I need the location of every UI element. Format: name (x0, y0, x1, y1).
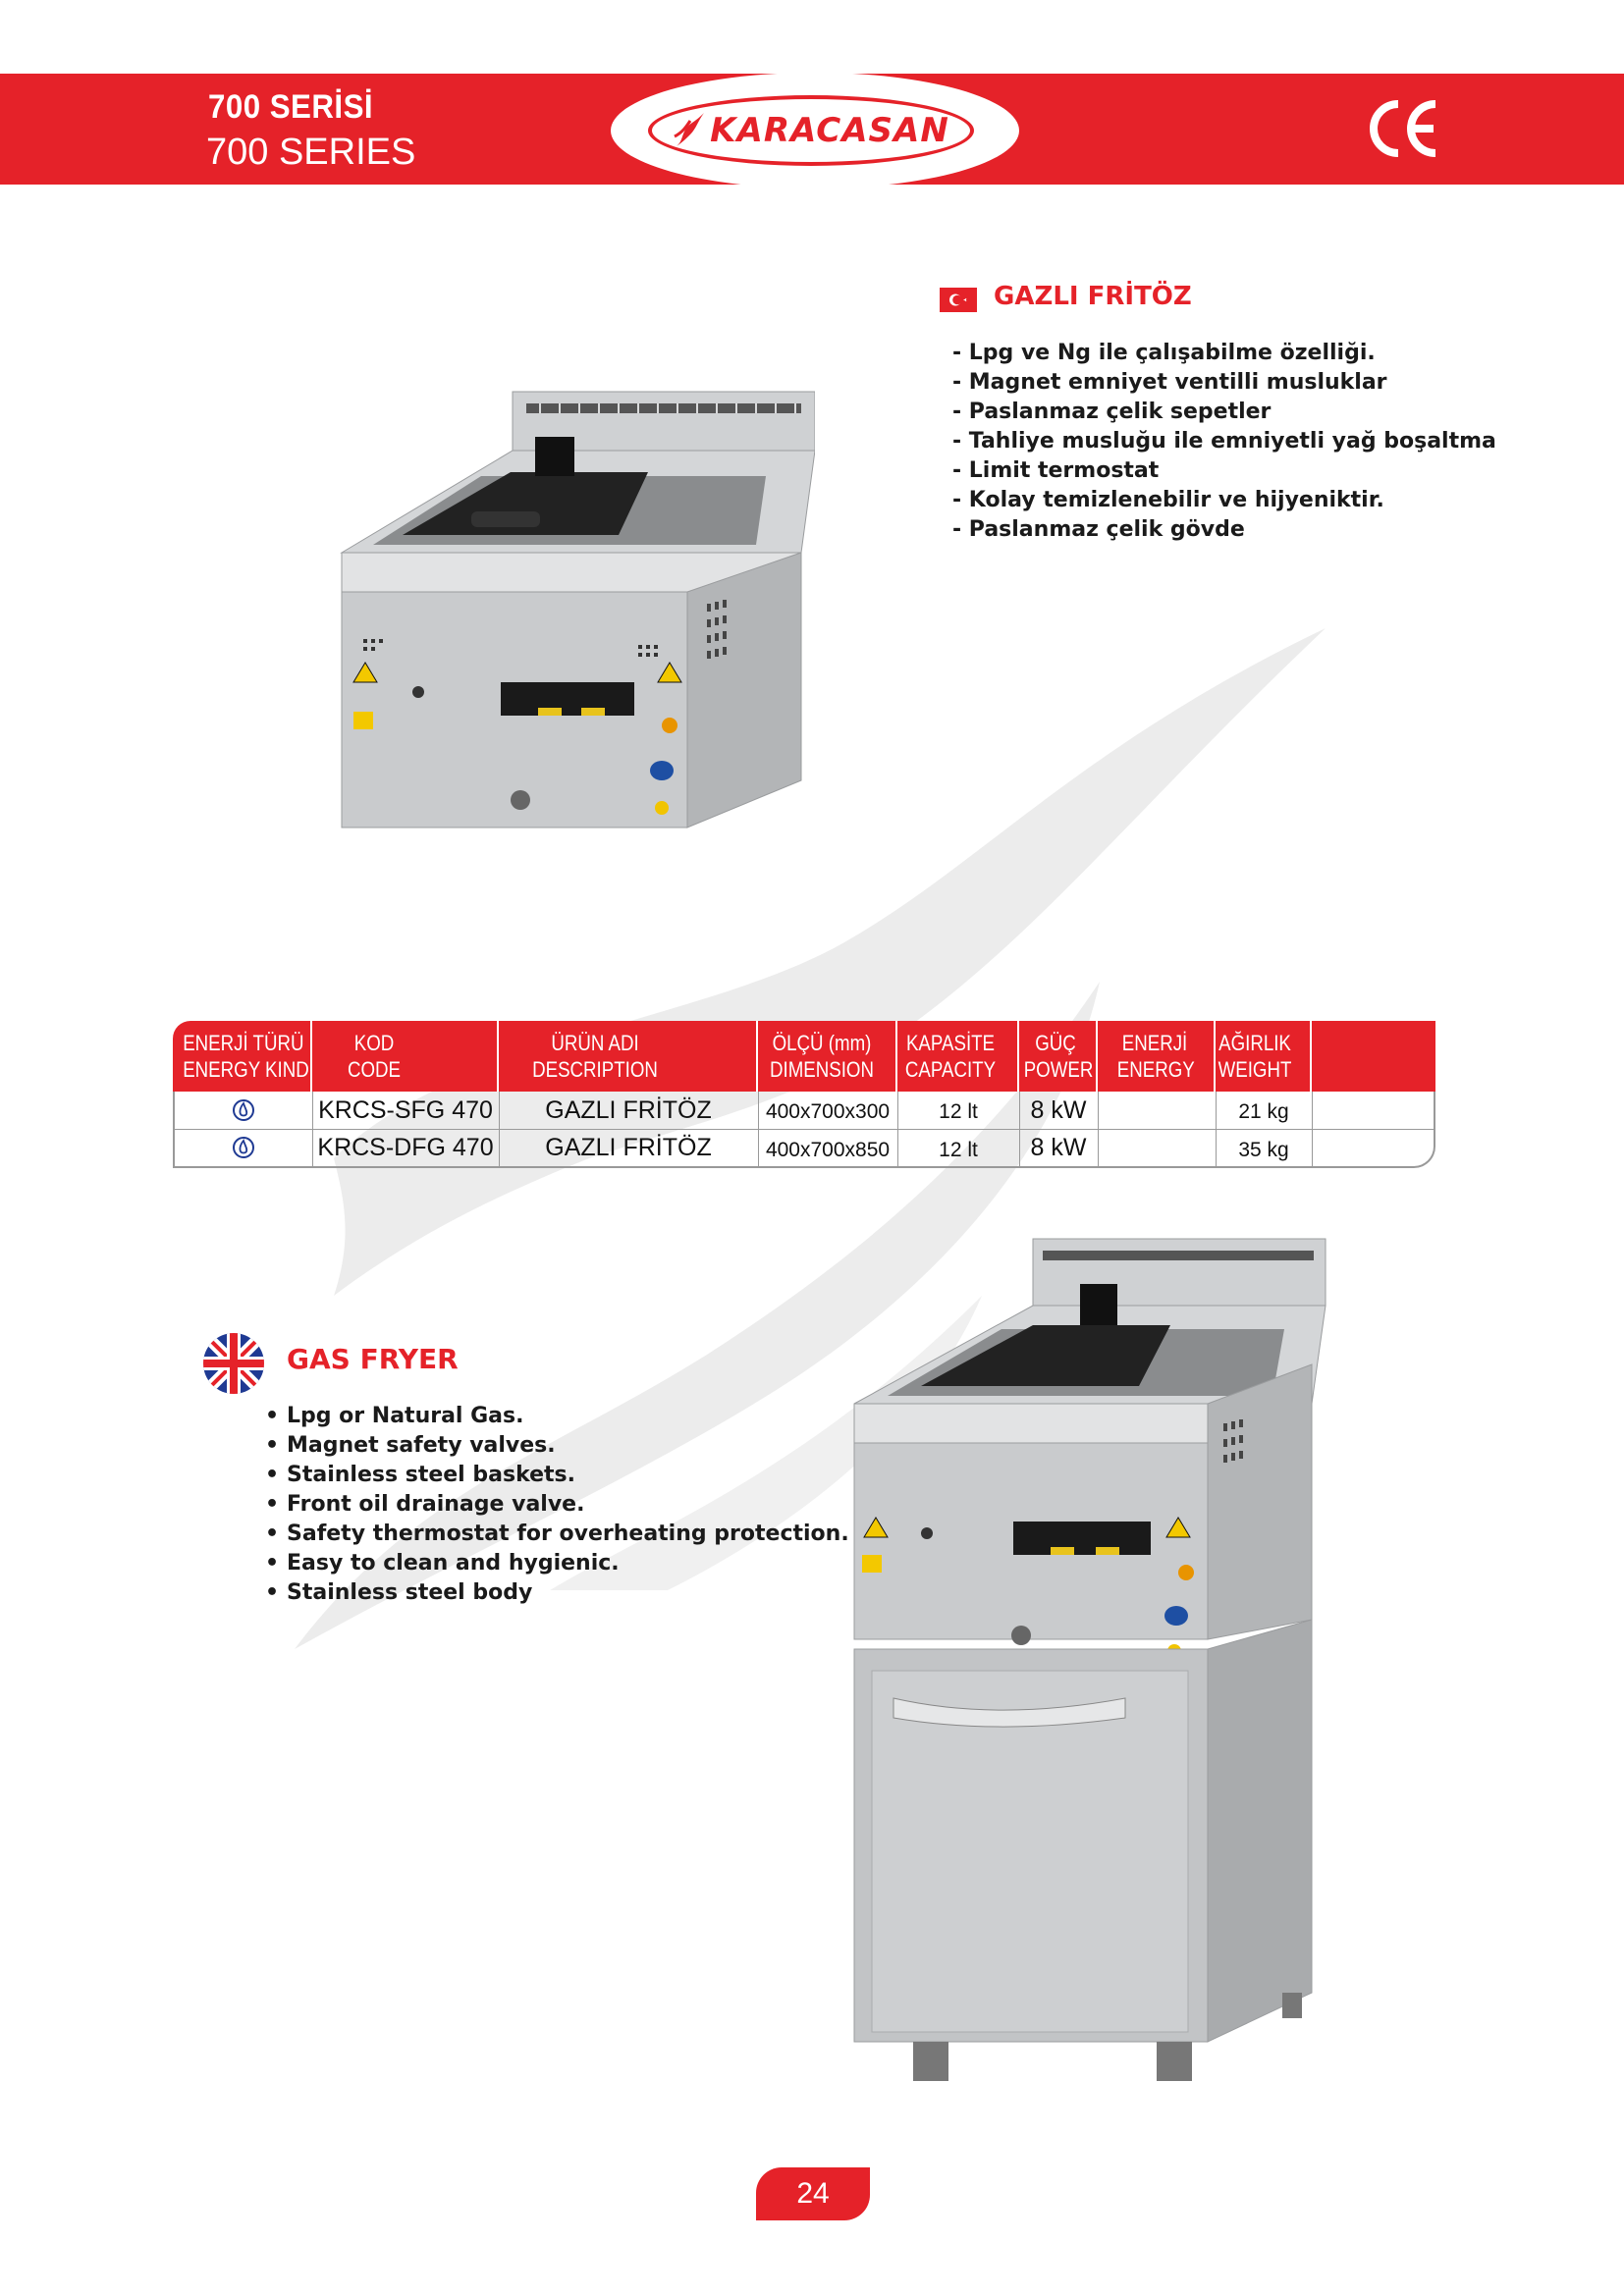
brand-logo (648, 95, 974, 166)
table-cell-capacity: 12 lt (939, 1139, 978, 1161)
gas-flame-icon (232, 1136, 255, 1159)
list-item: • Easy to clean and hygienic. (287, 1549, 849, 1578)
header-energy: ENERJİ ENERGY (1116, 1031, 1195, 1082)
header-weight: AĞIRLIK WEIGHT (1218, 1031, 1292, 1082)
series-title-tr: 700 SERİSİ (208, 88, 374, 126)
table-cell-energy-kind (175, 1129, 312, 1166)
product-image-countertop-fryer (334, 388, 815, 829)
table-cell-description: GAZLI FRİTÖZ (545, 1095, 712, 1124)
list-item: - Lpg ve Ng ile çalışabilme özelliği. (952, 341, 1376, 365)
header-code: KOD CODE (347, 1031, 402, 1082)
product-image-fryer-with-cabinet (844, 1227, 1335, 2091)
table-cell-capacity: 12 lt (939, 1100, 978, 1123)
table-cell-power: 8 kW (1030, 1133, 1087, 1161)
table-header (173, 1021, 1435, 1092)
product-title-tr: GAZLI FRİTÖZ (994, 282, 1192, 311)
list-item: • Safety thermostat for overheating protection. (287, 1520, 849, 1549)
list-item: - Paslanmaz çelik sepetler (952, 400, 1272, 424)
table-body (173, 1092, 1435, 1168)
ce-mark-icon (1367, 96, 1439, 161)
table-cell-energy (1098, 1129, 1216, 1166)
table-cell-dimension: 400x700x850 (765, 1139, 891, 1161)
feature-list-tr (952, 339, 1496, 545)
header-dimension: ÖLÇÜ (mm) DIMENSION (770, 1031, 874, 1082)
list-item: - Paslanmaz çelik gövde (952, 517, 1245, 542)
list-item: • Magnet safety valves. (287, 1431, 849, 1461)
gas-flame-icon (232, 1098, 255, 1122)
feature-list-en (287, 1402, 849, 1608)
flame-logo-icon (673, 111, 706, 150)
series-title-en: 700 SERIES (206, 132, 416, 173)
list-item: • Stainless steel baskets. (287, 1461, 849, 1490)
list-item: - Kolay temizlenebilir ve hijyeniktir. (952, 488, 1384, 512)
header-power: GÜÇ POWER (1023, 1031, 1094, 1082)
list-item: - Limit termostat (952, 458, 1160, 483)
list-item: • Lpg or Natural Gas. (287, 1402, 849, 1431)
table-cell-description: GAZLI FRİTÖZ (545, 1133, 712, 1161)
table-cell-power: 8 kW (1030, 1095, 1087, 1124)
table-cell-energy (1098, 1092, 1216, 1129)
table-cell-code: KRCS-DFG 470 (317, 1133, 494, 1161)
list-item: - Magnet emniyet ventilli musluklar (952, 370, 1387, 395)
brand-name: KARACASAN (710, 111, 949, 150)
header-description: ÜRÜN ADI DESCRIPTION (532, 1031, 658, 1082)
uk-flag-icon (203, 1333, 264, 1394)
table-cell-code: KRCS-SFG 470 (318, 1095, 493, 1124)
list-item: • Stainless steel body (287, 1578, 849, 1608)
turkish-flag-icon (940, 288, 977, 312)
table-cell-weight: 35 kg (1238, 1139, 1289, 1161)
page-number: 24 (756, 2167, 870, 2220)
table-cell-weight: 21 kg (1238, 1100, 1289, 1123)
table-cell-dimension: 400x700x300 (765, 1100, 891, 1123)
table-cell-energy-kind (175, 1092, 312, 1129)
header-capacity: KAPASİTE CAPACITY (904, 1031, 997, 1082)
list-item: - Tahliye musluğu ile emniyetli yağ boşaltma (952, 429, 1496, 454)
product-title-en: GAS FRYER (287, 1343, 459, 1375)
list-item: • Front oil drainage valve. (287, 1490, 849, 1520)
header-energy-kind: ENERJİ TÜRÜ ENERGY KIND (183, 1031, 309, 1082)
